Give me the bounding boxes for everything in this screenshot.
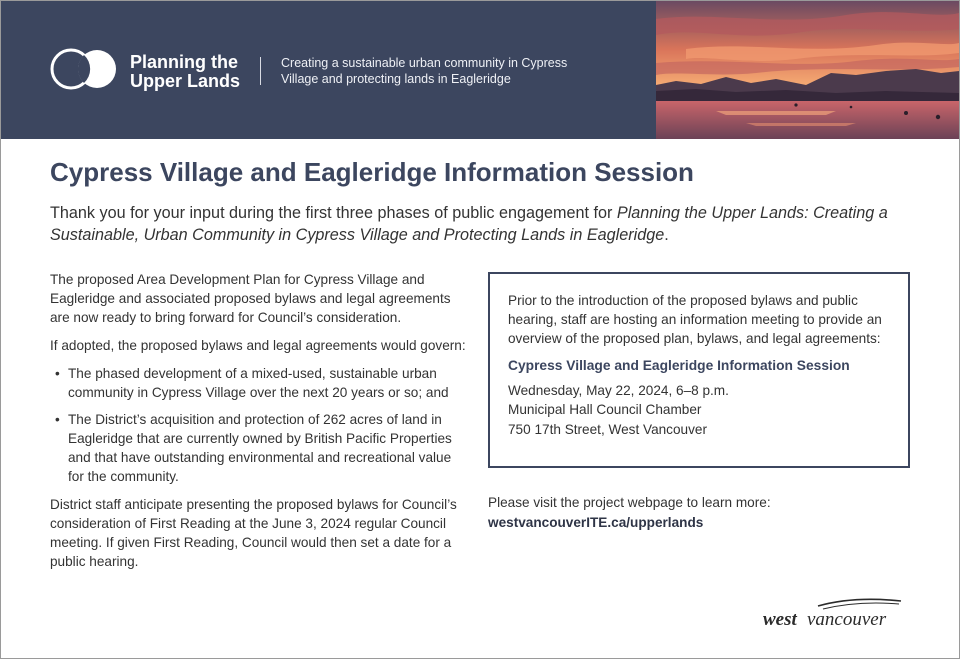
intro-end: . bbox=[664, 226, 669, 244]
session-title: Cypress Village and Eagleridge Information Session bbox=[508, 358, 850, 374]
bullet-icon: • bbox=[55, 411, 60, 427]
first-reading-paragraph: District staff anticipate presenting the proposed bylaws for Council’s consideration of First Reading at the June 3, 2024 regular Council meeting. If given First Reading, Council would then set a date for a public hearing. bbox=[50, 496, 457, 570]
sunset-landscape-illustration bbox=[656, 1, 959, 139]
planning-upper-lands-logo-icon bbox=[50, 47, 118, 91]
page-title: Cypress Village and Eagleridge Information Session bbox=[50, 157, 694, 187]
govern-list bbox=[50, 364, 470, 486]
list-item bbox=[50, 364, 470, 402]
tagline-line-2: Village and protecting lands in Eagleridge bbox=[281, 72, 511, 86]
intro-project-name: Planning the Upper Lands: Creating a Sustainable, Urban Community in Cypress Village and Protecting Lands in Eagleridge bbox=[50, 204, 888, 244]
header-tagline bbox=[281, 55, 601, 87]
project-webpage-callout bbox=[488, 493, 771, 532]
visit-text: Please visit the project webpage to learn more: bbox=[488, 495, 771, 510]
header-banner bbox=[1, 1, 959, 139]
list-item-text: The phased development of a mixed-used, sustainable urban community in Cypress Village over the next 20 years or so; and bbox=[68, 366, 449, 401]
bullet-icon: • bbox=[55, 366, 60, 382]
list-item bbox=[50, 410, 470, 486]
session-address: 750 17th Street, West Vancouver bbox=[508, 421, 707, 437]
proposal-paragraph: The proposed Area Development Plan for Cypress Village and Eagleridge and associated proposed bylaws and legal agreements are now ready to bring forward for Council’s consideration. bbox=[50, 272, 451, 326]
tagline-line-1: Creating a sustainable urban community in Cypress bbox=[281, 56, 568, 70]
session-details bbox=[508, 381, 890, 438]
brand-line-2: Upper Lands bbox=[130, 71, 241, 91]
header-divider bbox=[260, 57, 261, 85]
brand-name bbox=[130, 53, 240, 91]
intro-lead: Thank you for your input during the first three phases of public engagement for bbox=[50, 204, 617, 222]
left-column bbox=[50, 270, 470, 580]
session-intro: Prior to the introduction of the proposed bylaws and public hearing, staff are hosting an information meeting to provide an overview of the proposed plan, bylaws, and legal agreements: bbox=[508, 293, 882, 347]
session-details-box bbox=[488, 272, 910, 468]
project-url-link[interactable]: westvancouverITE.ca/upperlands bbox=[488, 514, 704, 530]
session-datetime: Wednesday, May 22, 2024, 6–8 p.m. bbox=[508, 383, 729, 399]
session-venue: Municipal Hall Council Chamber bbox=[508, 402, 702, 418]
intro-paragraph bbox=[50, 202, 920, 246]
govern-paragraph: If adopted, the proposed bylaws and legal agreements would govern: bbox=[50, 338, 466, 354]
logo-word-vancouver: vancouver bbox=[807, 609, 887, 630]
brand-line-1: Planning the bbox=[130, 52, 238, 72]
west-vancouver-logo-icon bbox=[763, 597, 913, 633]
logo-word-west: west bbox=[763, 609, 797, 630]
list-item-text: The District’s acquisition and protection of 262 acres of land in Eagleridge that are currently owned by British Pacific Properties and that have outstanding environmental and recreational value for the community. bbox=[68, 411, 452, 484]
